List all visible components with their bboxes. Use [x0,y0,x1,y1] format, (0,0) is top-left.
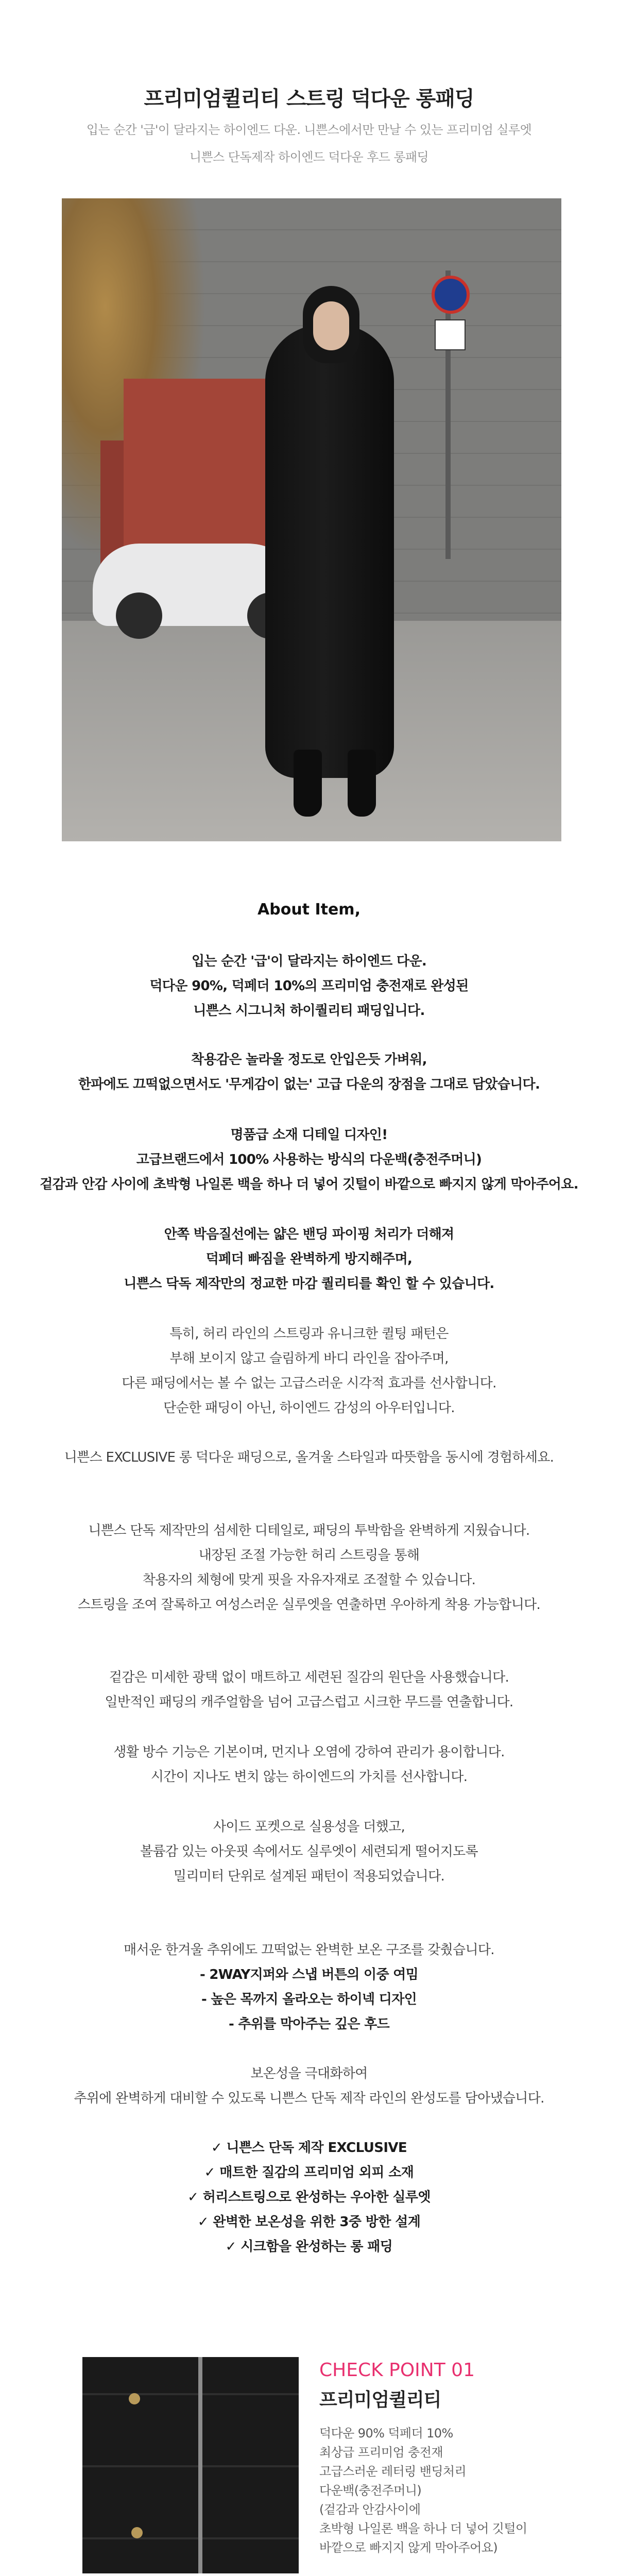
about-line: 내장된 조절 가능한 허리 스트링을 통해 [198,1548,420,1563]
about-line: 니쁜스 단독 제작만의 섬세한 디테일로, 패딩의 투박함을 완벽하게 지웠습니다. [88,1523,530,1538]
about-line: 착용자의 체형에 맞게 핏을 자유자재로 조절할 수 있습니다. [142,1572,476,1588]
about-line: 부해 보이지 않고 슬림하게 바디 라인을 잡아주며, [169,1351,449,1366]
about-line: 니쁜스 시그니처 하이퀄리티 패딩입니다. [193,1003,425,1019]
about-line: 착용감은 놀라울 정도로 안입은듯 가벼워, [191,1052,427,1067]
about-line: 시간이 지나도 변치 않는 하이엔드의 가치를 선사합니다. [150,1769,468,1785]
about-line: 니쁜스 EXCLUSIVE 롱 덕다운 패딩으로, 올겨울 스타일과 따뜻함을 동시에 경험하세요. [64,1450,554,1465]
about-line: 고급브랜드에서 100% 사용하는 방식의 다운백(충전주머니) [136,1152,482,1167]
checkpoint-01-desc-line: 다운백(충전주머니) [319,2483,422,2498]
about-line: 보온성을 극대화하여 [250,2066,368,2081]
feature-check-item: ✓ 니쁜스 단독 제작 EXCLUSIVE [211,2140,407,2156]
about-line: 추위에 완벽하게 대비할 수 있도록 니쁜스 단독 제작 라인의 완성도를 담아냈습니다. [74,2091,544,2106]
feature-check-item: ✓ 허리스트링으로 완성하는 우아한 실루엣 [187,2190,431,2205]
about-line: 다른 패딩에서는 볼 수 없는 고급스러운 시각적 효과를 선사합니다. [122,1376,496,1391]
checkpoint-01-title: 프리미엄퀼리티 [319,2389,441,2411]
checkpoint-01-label: CHECK POINT 01 [319,2360,475,2381]
about-line: 안쪽 박음질선에는 얇은 밴딩 파이핑 처리가 더해져 [164,1227,454,1242]
checkpoint-01-photo [82,2357,299,2573]
page-title: 프리미엄퀼리티 스트링 덕다운 롱패딩 [144,87,474,111]
subtitle-line-1: 입는 순간 '급'이 달라지는 하이엔드 다운. 니쁜스에서만 만날 수 있는 프리미엄 실루엣 [86,123,532,137]
about-line: 니쁜스 닥독 제작만의 정교한 마감 퀄리티를 확인 할 수 있습니다. [124,1276,494,1292]
checkpoint-01-desc-line: 최상급 프리미엄 충전재 [319,2445,443,2460]
about-line: 볼륨감 있는 아웃핏 속에서도 실루엣이 세련되게 떨어지도록 [140,1844,478,1859]
about-line: 특히, 허리 라인의 스트링과 유니크한 퀼팅 패턴은 [169,1326,449,1342]
about-line: 매서운 한겨울 추위에도 끄떡없는 완벽한 보온 구조를 갖췄습니다. [124,1942,494,1958]
about-line: 생활 방수 기능은 기본이며, 먼지나 오염에 강하여 관리가 용이합니다. [113,1744,505,1760]
checkpoint-01-desc-line: 고급스러운 레터링 밴딩처리 [319,2464,467,2479]
about-line: 겉감과 안감 사이에 초박형 나일론 백을 하나 더 넣어 깃털이 바깥으로 빠지지 않게 막아주어요. [40,1177,578,1192]
feature-check-item: ✓ 매트한 질감의 프리미엄 외피 소재 [204,2165,414,2180]
about-item-heading: About Item, [258,901,360,919]
checkpoint-01-desc-line: 초박형 나일론 백을 하나 더 넣어 깃털이 [319,2521,527,2536]
checkpoint-01-desc-line: 바깥으로 빠지지 않게 막아주어요) [319,2540,498,2555]
hero-photo [62,198,561,841]
about-line: 밀리미터 단위로 설계된 패턴이 적용되었습니다. [173,1869,445,1884]
subtitle-line-2: 니쁜스 단독제작 하이엔드 덕다운 후드 롱패딩 [189,150,429,164]
about-line: - 추위를 막아주는 깊은 후드 [228,2016,390,2032]
about-line: 스트링을 조여 잘록하고 여성스러운 실루엣을 연출하면 우아하게 착용 가능합니다. [77,1597,541,1613]
about-line: - 높은 목까지 올라오는 하이넥 디자인 [201,1992,417,2007]
feature-check-item: ✓ 완벽한 보온성을 위한 3중 방한 설계 [197,2214,421,2230]
about-line: 사이드 포켓으로 실용성을 더했고, [213,1819,405,1835]
checkpoint-01-desc-line: 덕다운 90% 덕페더 10% [319,2426,453,2441]
about-line: 겉감은 미세한 광택 없이 매트하고 세련된 질감의 원단을 사용했습니다. [109,1670,509,1685]
about-line: 단순한 패딩이 아닌, 하이엔드 감성의 아우터입니다. [163,1400,455,1416]
about-line: 일반적인 패딩의 캐주얼함을 넘어 고급스럽고 시크한 무드를 연출합니다. [105,1694,513,1710]
checkpoint-01-desc-line: (겉감과 안감사이에 [319,2502,421,2517]
about-line: 덕다운 90%, 덕페더 10%의 프리미엄 충전재로 완성된 [149,978,469,994]
feature-check-item: ✓ 시크함을 완성하는 롱 패딩 [225,2239,393,2255]
about-line: 입는 순간 '급'이 달라지는 하이엔드 다운. [191,954,427,969]
about-line: 명품급 소재 디테일 디자인! [230,1127,388,1143]
about-line: - 2WAY지퍼와 스냅 버튼의 이중 여밈 [199,1967,419,1982]
about-line: 한파에도 끄떡없으면서도 '무게감이 없는' 고급 다운의 장점을 그대로 담았습니다. [78,1077,540,1092]
about-line: 덕페더 빠짐을 완벽하게 방지해주며, [205,1251,413,1267]
